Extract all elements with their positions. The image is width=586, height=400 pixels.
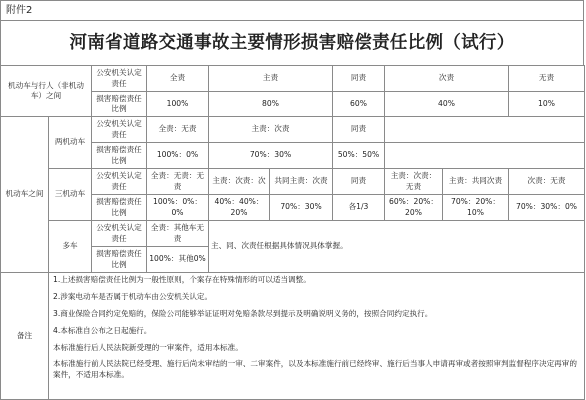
three-ratio-2: 70%：30% [270,195,333,221]
note-item: 3.商业保险合同约定免赔的，保险公司能够举证证明对免赔条款尽到提示及明确说明义务的，按照合同约定执行。 [53,308,433,318]
group-label-two-vehicles: 两机动车 [49,117,92,169]
ped-ratio-full: 100% [147,92,209,117]
ped-resp-full: 全责 [147,66,209,92]
two-ratio-main: 70%：30% [209,143,333,169]
ped-ratio-secondary: 40% [385,92,509,117]
two-resp-full: 全责：无责 [147,117,209,143]
note-item: 4.本标准自公布之日起施行。 [53,325,152,335]
table-row [1,117,585,143]
liability-table [0,65,585,400]
empty-cell [385,117,585,143]
notes-content [49,273,585,400]
three-ratio-1: 40%：40%：20% [209,195,270,221]
row-header-comp-ratio: 损害赔偿责任比例 [92,143,147,169]
multi-resp: 全责：其他车无责 [147,221,209,247]
row-header-comp-ratio: 损害赔偿责任比例 [92,195,147,221]
row-header-police-resp: 公安机关认定责任 [92,169,147,195]
three-ratio-4: 60%：20%：20% [385,195,443,221]
three-resp-2: 共同主责：次责 [270,169,333,195]
row-header-police-resp: 公安机关认定责任 [92,66,147,92]
three-resp-6: 次责：无责 [509,169,585,195]
three-resp-1: 主责：次责：次 [209,169,270,195]
section-label-vehicles: 机动车之间 [1,117,49,273]
three-resp-5: 主责：共同次责 [443,169,509,195]
three-resp-0: 全责：无责：无责 [147,169,209,195]
group-label-three-vehicles: 三机动车 [49,169,92,221]
three-ratio-3: 各1/3 [333,195,385,221]
note-item: 2.涉案电动车是否属于机动车由公安机关认定。 [53,291,213,301]
row-header-police-resp: 公安机关认定责任 [92,221,147,247]
row-header-comp-ratio: 损害赔偿责任比例 [92,92,147,117]
row-header-police-resp: 公安机关认定责任 [92,117,147,143]
note-item: 本标准施行前人民法院已经受理、施行后尚未审结的一审、二审案件，以及本标准施行前已经终审、施行后当事人申请再审或者按照审判监督程序决定再审的案件，不适用本标准。 [53,359,577,379]
ped-ratio-none: 10% [509,92,585,117]
table-row [1,169,585,195]
two-ratio-full: 100%：0% [147,143,209,169]
row-header-comp-ratio: 损害赔偿责任比例 [92,247,147,273]
notes-label: 备注 [1,273,49,400]
two-resp-main: 主责：次责 [209,117,333,143]
multi-vehicle-note: 主、同、次责任根据具体情况具体掌握。 [209,221,585,273]
note-item: 本标准施行后人民法院新受理的一审案件，适用本标准。 [53,342,243,352]
attachment-label: 附件2 [0,0,584,20]
group-label-multi-vehicles: 多车 [49,221,92,273]
ped-resp-none: 无责 [509,66,585,92]
three-ratio-6: 70%：30%：0% [509,195,585,221]
document-title: 河南省道路交通事故主要情形损害赔偿责任比例（试行） [0,20,584,65]
multi-ratio: 100%：其他0% [147,247,209,273]
table-row [1,66,585,92]
ped-ratio-main: 80% [209,92,333,117]
table-row [1,221,585,247]
note-item: 1.上述损害赔偿责任比例为一般性原则，个案存在特殊情形的可以适当调整。 [53,275,311,284]
three-resp-3: 同责 [333,169,385,195]
two-resp-equal: 同责 [333,117,385,143]
ped-ratio-equal: 60% [333,92,385,117]
table-row [1,273,585,400]
ped-resp-equal: 同责 [333,66,385,92]
three-resp-4: 主责：次责：无责 [385,169,443,195]
three-ratio-5: 70%：20%：10% [443,195,509,221]
two-ratio-equal: 50%：50% [333,143,385,169]
three-ratio-0: 100%：0%：0% [147,195,209,221]
empty-cell [385,143,585,169]
section-label-pedestrian: 机动车与行人（非机动车）之间 [1,66,92,117]
ped-resp-secondary: 次责 [385,66,509,92]
ped-resp-main: 主责 [209,66,333,92]
